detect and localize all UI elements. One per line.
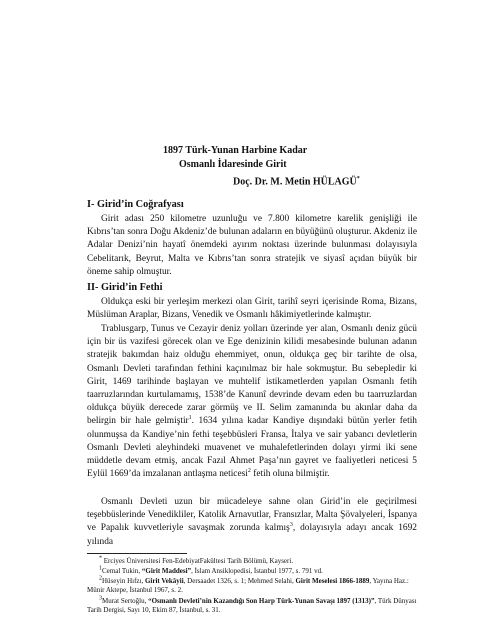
footnote-separator [87, 553, 187, 554]
paragraph-conquest-part3: fetih oluna bilmiştir. [250, 469, 330, 480]
footnote-2-source: , Yayına Haz.: Münir Aktepe, İstanbul 1967, s. 2. [87, 577, 409, 595]
article-title-line1: 1897 Türk-Yunan Harbine Kadar [163, 145, 308, 156]
section-heading-geography: I- Girid’in Coğrafyası [87, 199, 184, 210]
footnote-ref-1: 1 [188, 415, 192, 422]
footnote-1-author: Cemal Tukin, [102, 567, 142, 575]
footnote-3-title: “Osmanlı Devleti’nin Kazandığı Son Harp Türk-Yunan Savaşı 1897 (1313)” [148, 597, 375, 605]
paragraph-conquest [87, 323, 417, 481]
footnote-2-title: Girit Vekâyii [144, 577, 184, 585]
footnote-2-title2: Girit Meselesi 1866-1889 [295, 577, 370, 585]
footnote-1-source: , İslam Ansiklopedisi, İstanbul 1977, s. 791 vd. [191, 567, 323, 575]
footnote-mark-3: 3 [99, 595, 102, 602]
footnote-2-mid: , Dersaadet 1326, s. 1; Mehmed Selahi, [183, 577, 296, 585]
footnote-mark-2: 2 [99, 575, 102, 582]
author-footnote-mark: * [356, 176, 360, 182]
paragraph-conquest-part2: . 1634 yılına kadar Kandiye dışındaki bütün yerler fetih olunmuşsa da Kandiye’nin fethi teşebbüsleri Fransa, İtalya ve sair yabancı devletlerin Osmanlı Devleti aleyhindeki muavenet ve muhalefetlerinden dolayı yirmi iki sene müddetle devam etmiş, ancak Fazıl Ahmet Paşa’nın gayret ve faaliyetleri neticesi 5 Eylül 1669’da imzalanan antlaşma neticesi [87, 416, 417, 480]
footnote-ref-2: 2 [247, 468, 251, 475]
footnote-mark-star: * [99, 555, 102, 562]
footnote-3-source: , Türk Dünyası Tarih Dergisi, Sayı 10, Ekim 87, İstanbul, s. 31. [87, 597, 417, 615]
footnote-2 [87, 577, 417, 596]
paragraph-struggle-part2: , dolayısıyla adayı ancak 1692 yılında [87, 523, 417, 547]
footnote-2-author: Hüseyin Hıfzı, [102, 577, 145, 585]
paragraph-geography: Girit adası 250 kilometre uzunluğu ve 7.800 kilometre karelik genişliği ile Kıbrıs’tan sonra Doğu Akdeniz’de bulunan adaların en büyüğünü oluşturur. Akdeniz ile Adalar Denizi’nin hayatî önemdeki ayırım noktası üzerinde bulunması dolayısıyla Cebelitarık, Beyrut, Malta ve Kıbrıs’tan sonra stratejik ve siyasî açıdan büyük bir öneme sahip olmuştur. [87, 214, 417, 277]
footnote-1-title: “Girit Maddesi” [141, 567, 192, 575]
article-title-line2: Osmanlı İdaresinde Girit [179, 159, 287, 170]
section-heading-conquest: II- Girid’in Fethi [87, 282, 163, 293]
footnote-mark-1: 1 [99, 565, 102, 572]
paragraph-struggle-part1: Osmanlı Devleti uzun bir mücadeleye sahne olan Girid’in ele geçirilmesi teşebbüslerinde Venedikliler, Katolik Arnavutlar, Fransızlar, Malta Şövalyeleri, İspanya ve Papalık kuvvetleriyle savaşmak zorunda kalmış [87, 497, 417, 534]
footnote-3 [87, 597, 417, 616]
paragraph-history: Oldukça eski bir yerleşim merkezi olan Girit, tarihî seyri içerisinde Roma, Bizans, Müslüman Araplar, Bizans, Venedik ve Osmanlı hâkimiyetlerinde kalmıştır. [87, 297, 417, 321]
paragraph-conquest-part1: Trablusgarp, Tunus ve Cezayir deniz yolları üzerinde yer alan, Osmanlı deniz gücü için bir üs vazifesi görecek olan ve Ege denizinin kilidi mesabesinde bulunan adanın stratejik bakımdan haiz olduğu ehemmiyet, onun, oldukça geç bir tarihte de olsa, Osmanlı Devleti tarafından fethini kaçınılmaz bir hale sokmuştur. Bu sebepledir ki Girit, 1469 tarihinde başlayan ve muhtelif istikametlerden yapılan Osmanlı fetih taarruzlarından kurtulamamış, 1538’de Kanunî devrinde devam eden bu taarruzlardan oldukça büyük derecede zarar görmüş ve II. Selim zamanında bu akınlar daha da belirgin bir hale gelmiştir [87, 324, 417, 427]
author-name [233, 173, 360, 188]
author-name-text: Doç. Dr. M. Metin HÜLAGÜ [233, 176, 357, 188]
footnote-author-text: Erciyes Üniversitesi Fen-EdebiyatFakültesi Tarih Bölümü, Kayseri. [102, 557, 294, 565]
paragraph-struggle [87, 496, 417, 549]
footnote-ref-3: 3 [289, 522, 293, 529]
footnote-3-author: Murat Sertoğlu, [102, 597, 149, 605]
footnote-1 [87, 567, 417, 576]
footnote-author [87, 557, 417, 566]
